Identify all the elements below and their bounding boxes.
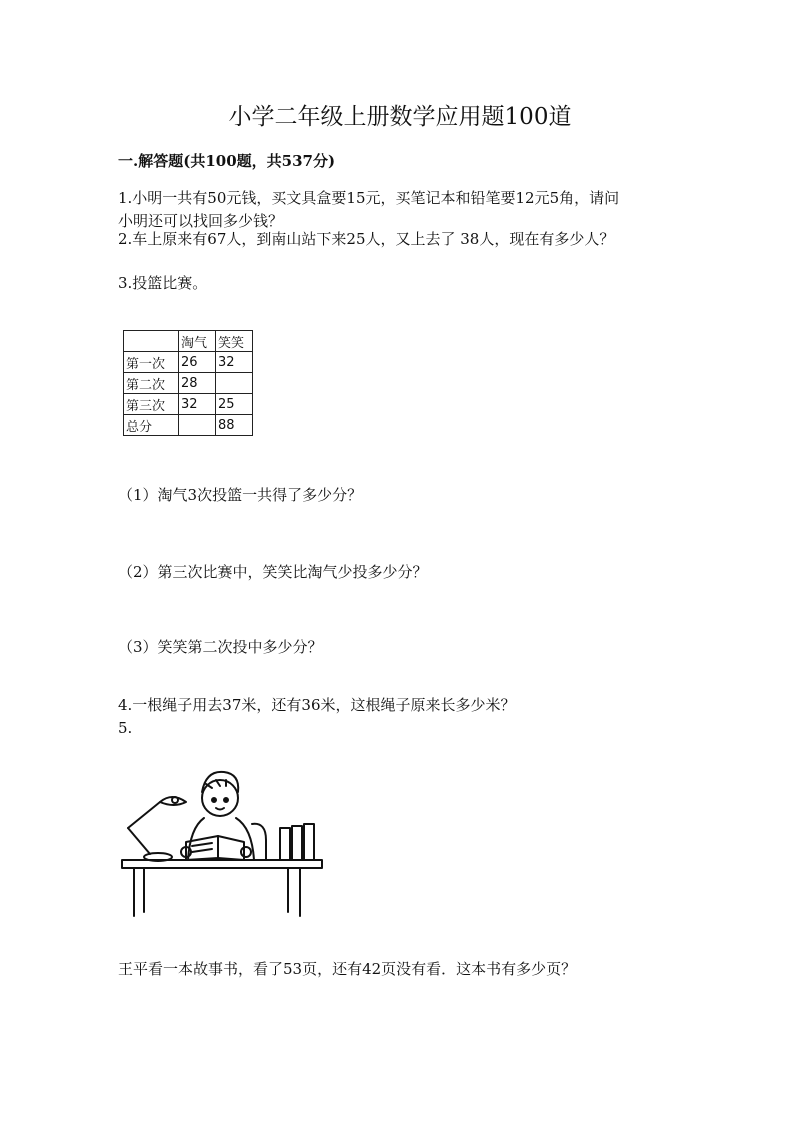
table-row <box>124 394 253 415</box>
table-cell: 总分 <box>124 415 179 436</box>
table-cell <box>124 331 179 352</box>
page-title: 小学二年级上册数学应用题100道 <box>228 104 572 130</box>
question-4: 4.一根绳子用去37米，还有36米，这根绳子原来长多少米？ <box>118 696 516 714</box>
table-cell <box>179 415 216 436</box>
table-cell: 第一次 <box>124 352 179 373</box>
question-1-line-1: 1.小明一共有50元钱，买文具盒要15元，买笔记本和铅笔要12元5角，请问 <box>118 189 620 207</box>
question-3-intro: 3.投篮比赛。 <box>118 274 208 292</box>
table-row <box>124 415 253 436</box>
boy-reading-illustration <box>120 762 330 922</box>
table-cell: 32 <box>216 352 253 373</box>
table-cell <box>216 373 253 394</box>
section-heading: 一.解答题(共100题，共537分) <box>118 152 336 170</box>
table-cell: 淘气 <box>179 331 216 352</box>
table-row <box>124 352 253 373</box>
table-cell: 第二次 <box>124 373 179 394</box>
table-cell: 88 <box>216 415 253 436</box>
question-5-number: 5. <box>118 719 133 737</box>
question-3-sub-2: （2）第三次比赛中，笑笑比淘气少投多少分？ <box>118 563 428 581</box>
question-2: 2.车上原来有67人，到南山站下来25人，又上去了 38人，现在有多少人？ <box>118 230 615 248</box>
table-row <box>124 373 253 394</box>
question-5-text: 王平看一本故事书，看了53页，还有42页没有看．这本书有多少页？ <box>118 960 577 978</box>
question-3-sub-3: （3）笑笑第二次投中多少分？ <box>118 638 323 656</box>
table-cell: 笑笑 <box>216 331 253 352</box>
table-cell: 25 <box>216 394 253 415</box>
table-header-row <box>124 331 253 352</box>
score-table <box>123 330 253 436</box>
table-cell: 28 <box>179 373 216 394</box>
table-cell: 32 <box>179 394 216 415</box>
question-3-sub-1: （1）淘气3次投篮一共得了多少分？ <box>118 486 363 504</box>
table-cell: 26 <box>179 352 216 373</box>
question-1-line-2: 小明还可以找回多少钱？ <box>118 212 284 230</box>
table-cell: 第三次 <box>124 394 179 415</box>
